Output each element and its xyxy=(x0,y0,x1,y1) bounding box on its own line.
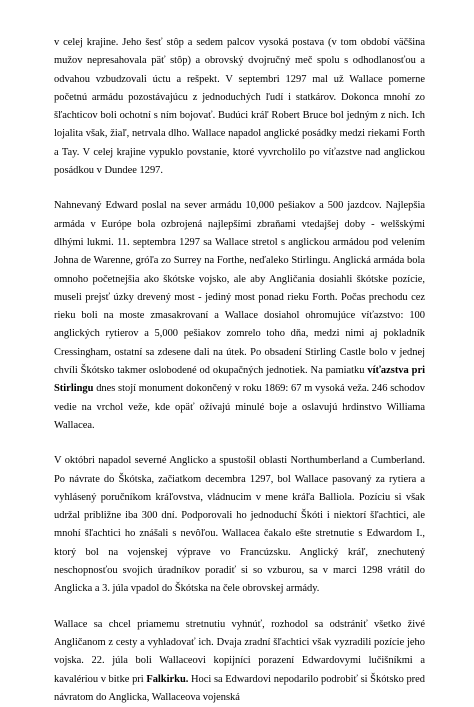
paragraph-4-text-a: Wallace sa chcel priamemu stretnutiu vyhnúť, rozhodol sa odstrániť všetko živé Angličanom z cesty a vyhladovať ich. Dvaja zradní šľachtici však vyzradili pozície jeho vojska. 22. júla boli Wallaceovi kopijníci porazení Edwardovymi lučišníkmi a kavalériou v bitke pri xyxy=(54,618,425,685)
paragraph-3 xyxy=(54,452,425,598)
paragraph-4 xyxy=(54,616,425,707)
paragraph-2-bold-stirling: víťazstva pri Stirlingu xyxy=(54,365,425,395)
paragraph-2-text-b: dnes stojí monument dokončený v roku 1869: 67 m vysoká veža. 246 schodov vedie na vrchol veže, kde opäť ožívajú minulé boje a oslavujú hrdinstvo Williama Wallacea. xyxy=(54,383,425,431)
paragraph-1-text: v celej krajine. Jeho šesť stôp a sedem palcov vysoká postava (v tom období väčšina mužov nepresahovala päť stôp) a obrovský dvojručný meč spolu s odhodlanosťou a odvahou vzbudzovali úctu a rešpekt. V septembri 1297 mal už Wallace pomerne početnú armádu pozostávajúcu z jednoduchých ľudí i statkárov. Dokonca mnohí zo šľachticov boli ochotní s ním bojovať. Budúci kráľ Robert Bruce bol jedným z nich. Ich lojalita však, žiaľ, netrvala dlho. Wallace napadol anglické posádky medzi riekami Forth a Tay. V celej krajine vypuklo povstanie, ktoré vyvrcholilo po víťazstve nad anglickou posádkou v Dundee 1297. xyxy=(54,37,425,177)
paragraph-1 xyxy=(54,34,425,180)
document-page xyxy=(54,34,426,703)
paragraph-3-text: V októbri napadol severné Anglicko a spustošil oblasti Northumberland a Cumberland. Po návrate do Škótska, začiatkom decembra 1297, bol Wallace pasovaný za rytiera a vyhlásený poručníkom kráľovstva, vládnucim v mene kráľa Balliola. Pozíciu si však udržal približne iba 300 dní. Podporovali ho jednoduchí Škóti i niektorí šľachtici, ale mnohí šľachtici ho znášali s nevôľou. Wallacea čakalo ešte stretnutie s Edwardom I., ktorý bol na vojenskej výprave vo Francúzsku. Anglický kráľ, znechutený neschopnosťou svojich úradníkov poradiť si so vzburou, sa v marci 1298 vrátil do Anglicka a 3. júla vpadol do Škótska na čele obrovskej armády. xyxy=(54,455,425,595)
paragraph-4-text-b: Hoci sa Edwardovi nepodarilo podrobiť si Škótsko pred návratom do Anglicka, Wallaceova vojenská xyxy=(54,673,426,703)
paragraph-4-bold-falkirk: Falkirku. xyxy=(146,673,189,685)
paragraph-2-text-a: Nahnevaný Edward poslal na sever armádu 10,000 pešiakov a 500 jazdcov. Najlepšia armáda v Európe bola ozbrojená najlepšími zbraňami vtedajšej doby - welšskými dlhými lukmi. 11. septembra 1297 sa Wallace stretol s anglickou armádou pod velením Johna de Warenne, gróľa zo Surrey na Forthe, neďaleko Stirlingu. Anglická armáda bola omnoho početnejšia ako škótske vojsko, ale aby Angličania dosiahli škótske pozície, museli prejsť úzky drevený most - jediný most ponad rieku Forth. Počas prechodu cez rieku boli na moste zmasakrovaní a Wallace dosiahol ohromujúce víťazstvo: 100 anglických rytierov a 5,000 pešiakov zomrelo toho dňa, medzi nimi aj pokladník Cressingham, ostatní sa zdesene dali na útek. Po obsadení Stirling Castle bolo v jednej chvíli Škótsko takmer oslobodené od okupačných jednotiek. Na pamiatku xyxy=(54,200,425,377)
paragraph-2 xyxy=(54,197,425,435)
